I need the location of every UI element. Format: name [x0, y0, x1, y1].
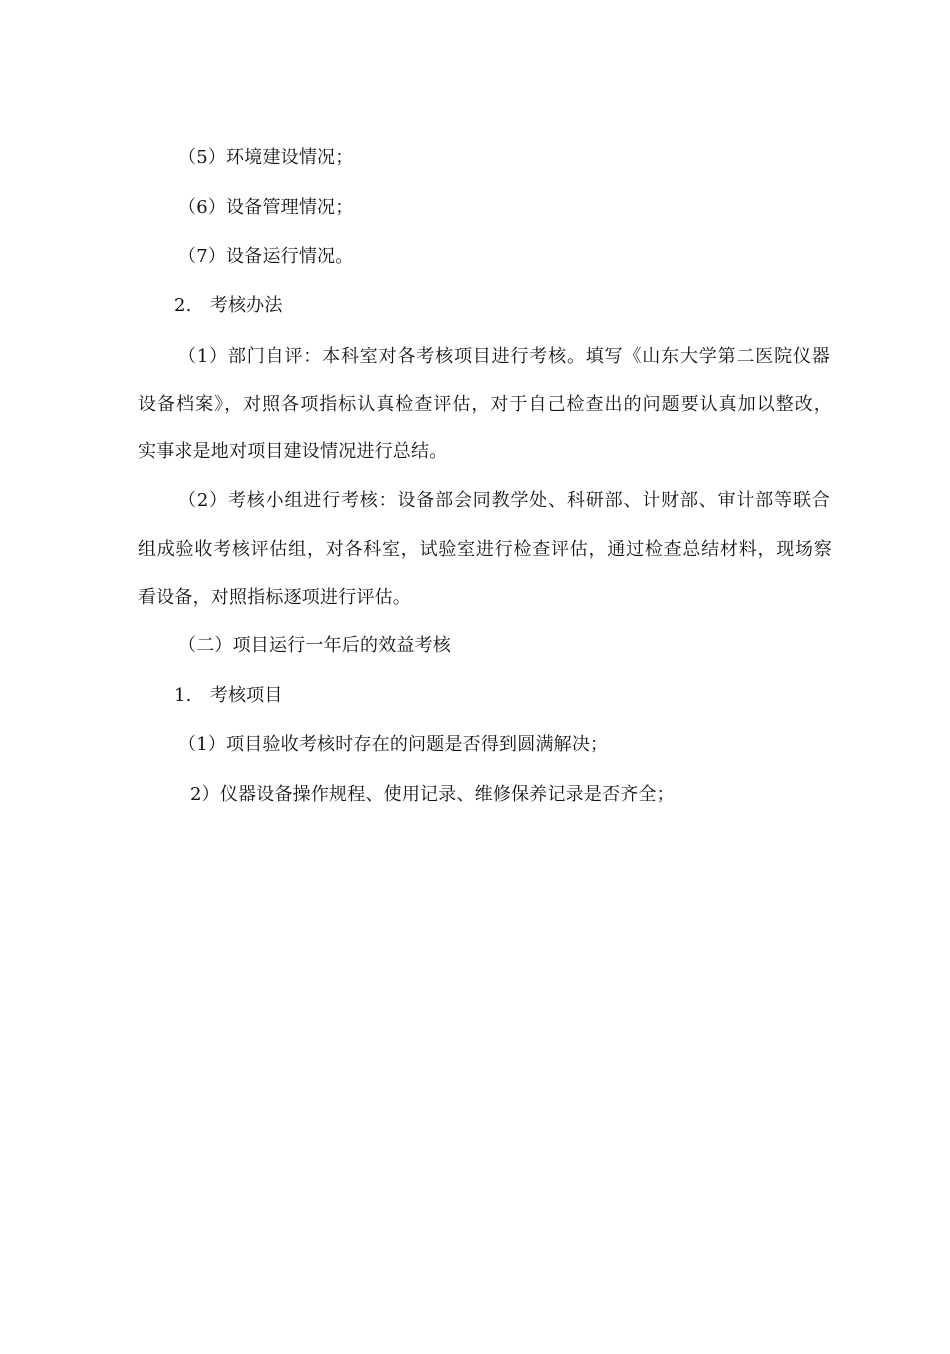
- paragraph-group-assessment-line-3: 看设备，对照指标逐项进行评估。: [138, 587, 411, 608]
- paragraph-group-assessment-line-1: （2）考核小组进行考核：设备部会同教学处、科研部、计财部、审计部等联合: [178, 490, 830, 511]
- subsection-heading-assessment-items: 1. 考核项目: [174, 685, 283, 706]
- assessment-item-1: （1）项目验收考核时存在的问题是否得到圆满解决；: [178, 734, 609, 755]
- list-item-5: （5）环境建设情况；: [178, 147, 354, 168]
- section-heading-benefit-assessment: （二）项目运行一年后的效益考核: [178, 635, 451, 656]
- assessment-item-2: 2）仪器设备操作规程、使用记录、维修保养记录是否齐全；: [190, 784, 675, 805]
- paragraph-self-evaluation-line-2: 设备档案》，对照各项指标认真检查评估，对于自己检查出的问题要认真加以整改，: [138, 394, 832, 415]
- paragraph-self-evaluation-line-3: 实事求是地对项目建设情况进行总结。: [138, 441, 448, 462]
- list-item-7: （7）设备运行情况。: [178, 246, 354, 267]
- paragraph-self-evaluation-line-1: （1）部门自评：本科室对各考核项目进行考核。填写《山东大学第二医院仪器: [178, 346, 830, 367]
- section-heading-assessment-method: 2. 考核办法: [174, 295, 283, 316]
- paragraph-group-assessment-line-2: 组成验收考核评估组，对各科室，试验室进行检查评估，通过检查总结材料，现场察: [138, 539, 832, 560]
- list-item-6: （6）设备管理情况；: [178, 197, 354, 218]
